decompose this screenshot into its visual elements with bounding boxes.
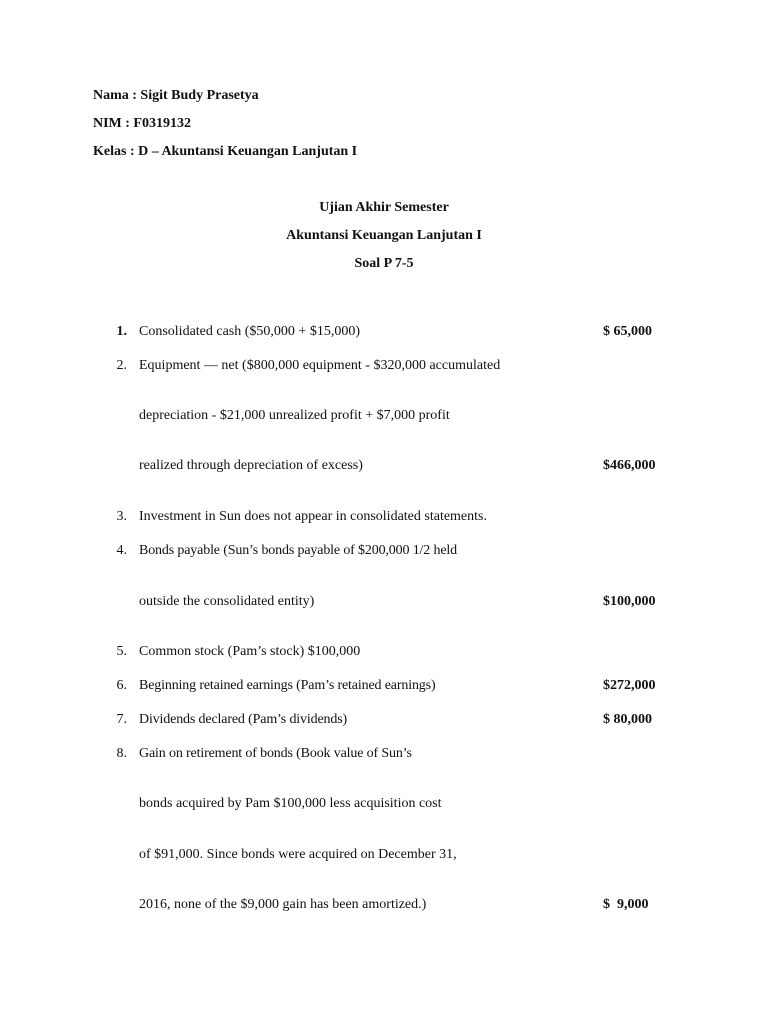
student-name: Nama : Sigit Budy Prasetya — [93, 88, 259, 103]
student-nim: NIM : F0319132 — [93, 116, 191, 131]
item-text: Investment in Sun does not appear in consolidated statements. — [139, 509, 487, 524]
item-text: Gain on retirement of bonds (Book value of Sun’s — [139, 746, 412, 761]
item-number: 1. — [116, 324, 127, 339]
item-text: Dividends declared (Pam’s dividends) — [139, 712, 348, 727]
item-text: depreciation - $21,000 unrealized profit + $7,000 profit — [139, 408, 450, 423]
item-amount: $ 65,000 — [603, 324, 652, 339]
exam-title: Ujian Akhir Semester — [319, 200, 449, 215]
item-text: outside the consolidated entity) — [139, 594, 315, 609]
item-amount: $272,000 — [603, 678, 656, 693]
item-text: Equipment — net ($800,000 equipment - $320,000 accumulated — [139, 358, 501, 373]
item-text: Consolidated cash ($50,000 + $15,000) — [139, 324, 360, 339]
student-class: Kelas : D – Akuntansi Keuangan Lanjutan I — [93, 144, 358, 159]
item-number: 7. — [116, 712, 127, 727]
problem-title: Soal P 7-5 — [354, 256, 414, 271]
item-amount: $ 80,000 — [603, 712, 652, 727]
item-number: 4. — [116, 543, 127, 558]
item-number: 2. — [116, 358, 127, 373]
item-text: 2016, none of the $9,000 gain has been amortized.) — [139, 897, 427, 912]
item-amount: $100,000 — [603, 594, 656, 609]
item-amount: $ 9,000 — [603, 897, 649, 912]
item-text: Bonds payable (Sun’s bonds payable of $200,000 1/2 held — [139, 543, 457, 558]
item-number: 8. — [116, 746, 127, 761]
item-amount: $466,000 — [603, 458, 656, 473]
item-number: 3. — [116, 509, 127, 524]
item-text: of $91,000. Since bonds were acquired on December 31, — [139, 847, 457, 862]
item-text: Common stock (Pam’s stock) $100,000 — [139, 644, 361, 659]
item-text: realized through depreciation of excess) — [139, 458, 363, 473]
course-title: Akuntansi Keuangan Lanjutan I — [286, 228, 482, 243]
item-number: 5. — [116, 644, 127, 659]
item-number: 6. — [116, 678, 127, 693]
item-text: bonds acquired by Pam $100,000 less acquisition cost — [139, 796, 442, 811]
item-text: Beginning retained earnings (Pam’s retained earnings) — [139, 678, 436, 693]
